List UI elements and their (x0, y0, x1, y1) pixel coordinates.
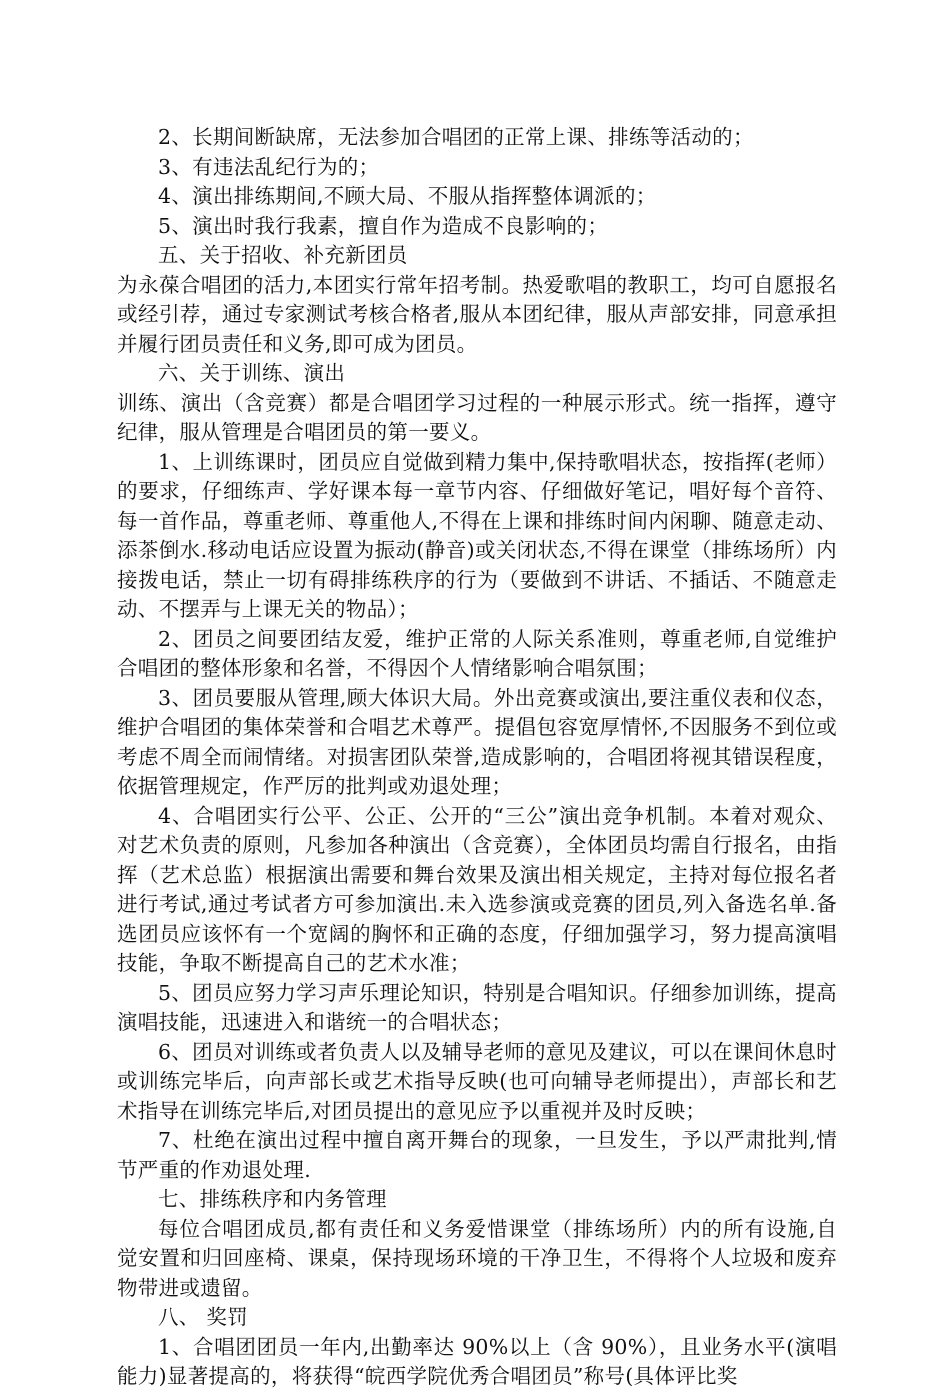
paragraph-training-item-1: 1、上训练课时，团员应自觉做到精力集中,保持歌唱状态，按指挥(老师）的要求，仔细练声、学好课本每一章节内容、仔细做好笔记，唱好每个音符、每一首作品，尊重老师、尊重他人,不得在上课和排练时间内闲聊、随意走动、添茶倒水.移动电话应设置为振动(静音)或关闭状态,不得在课堂（排练场所）内接拨电话，禁止一切有碍排练秩序的行为（要做到不讲话、不插话、不随意走动、不摆弄与上课无关的物品）； (117, 449, 837, 621)
section-heading-recruitment: 五、关于招收、补充新团员 (158, 243, 408, 267)
paragraph-training-item-5: 5、团员应努力学习声乐理论知识，特别是合唱知识。仔细参加训练，提高演唱技能，迅速进入和谐统一的合唱状态； (117, 980, 837, 1034)
paragraph-training-item-4: 4、合唱团实行公平、公正、公开的“三公”演出竞争机制。本着对观众、对艺术负责的原则，凡参加各种演出（含竞赛），全体团员均需自行报名，由指挥（艺术总监）根据演出需要和舞台效果及演出相关规定，主持对每位报名者进行考试,通过考试者方可参加演出.未入选参演或竞赛的团员,列入备选名单.备选团员应该怀有一个宽阔的胸怀和正确的态度，仔细加强学习，努力提高演唱技能，争取不断提高自己的艺术水准； (117, 803, 837, 975)
paragraph-training-item-7: 7、杜绝在演出过程中擅自离开舞台的现象，一旦发生，予以严肃批判,情节严重的作劝退处理. (117, 1128, 837, 1182)
paragraph-training-intro: 训练、演出（含竞赛）都是合唱团学习过程的一种展示形式。统一指挥，遵守纪律，服从管理是合唱团员的第一要义。 (117, 390, 837, 444)
section-heading-rehearsal-order: 七、排练秩序和内务管理 (158, 1187, 387, 1211)
section-heading-training: 六、关于训练、演出 (158, 361, 346, 385)
paragraph-rehearsal-order-body: 每位合唱团成员,都有责任和义务爱惜课堂（排练场所）内的所有设施,自觉安置和归回座椅、课桌，保持现场环境的干净卫生，不得将个人垃圾和废弃物带进或遗留。 (117, 1216, 837, 1300)
paragraph-removal-item-2: 2、长期间断缺席，无法参加合唱团的正常上课、排练等活动的； (158, 125, 754, 149)
paragraph-recruitment-body: 为永葆合唱团的活力,本团实行常年招考制。热爱歌唱的教职工，均可自愿报名或经引荐，通过专家测试考核合格者,服从本团纪律，服从声部安排，同意承担并履行团员责任和义务,即可成为团员。 (117, 272, 837, 356)
paragraph-training-item-2: 2、团员之间要团结友爱，维护正常的人际关系准则，尊重老师,自觉维护合唱团的整体形象和名誉，不得因个人情绪影响合唱氛围； (117, 626, 837, 680)
paragraph-rewards-item-1: 1、合唱团团员一年内,出勤率达 90%以上（含 90%），且业务水平(演唱能力)显著提高的，将获得“皖西学院优秀合唱团员”称号(具体评比奖 (117, 1334, 837, 1388)
document-body (117, 123, 837, 1392)
paragraph-removal-item-4: 4、演出排练期间,不顾大局、不服从指挥整体调派的； (158, 184, 657, 208)
paragraph-removal-item-5: 5、演出时我行我素，擅自作为造成不良影响的； (158, 213, 609, 238)
paragraph-training-item-6: 6、团员对训练或者负责人以及辅导老师的意见及建议，可以在课间休息时或训练完毕后，向声部长或艺术指导反映(也可向辅导老师提出），声部长和艺术指导在训练完毕后,对团员提出的意见应予以重视并及时反映； (117, 1039, 837, 1123)
section-heading-rewards: 八、 奖罚 (158, 1305, 249, 1329)
paragraph-removal-item-3: 3、有违法乱纪行为的； (158, 154, 380, 179)
paragraph-training-item-3: 3、团员要服从管理,顾大体识大局。外出竞赛或演出,要注重仪表和仪态，维护合唱团的集体荣誉和合唱艺术尊严。提倡包容宽厚情怀,不因服务不到位或考虑不周全而闹情绪。对损害团队荣誉,造成影响的，合唱团将视其错误程度，依据管理规定，作严厉的批判或劝退处理； (117, 685, 837, 798)
